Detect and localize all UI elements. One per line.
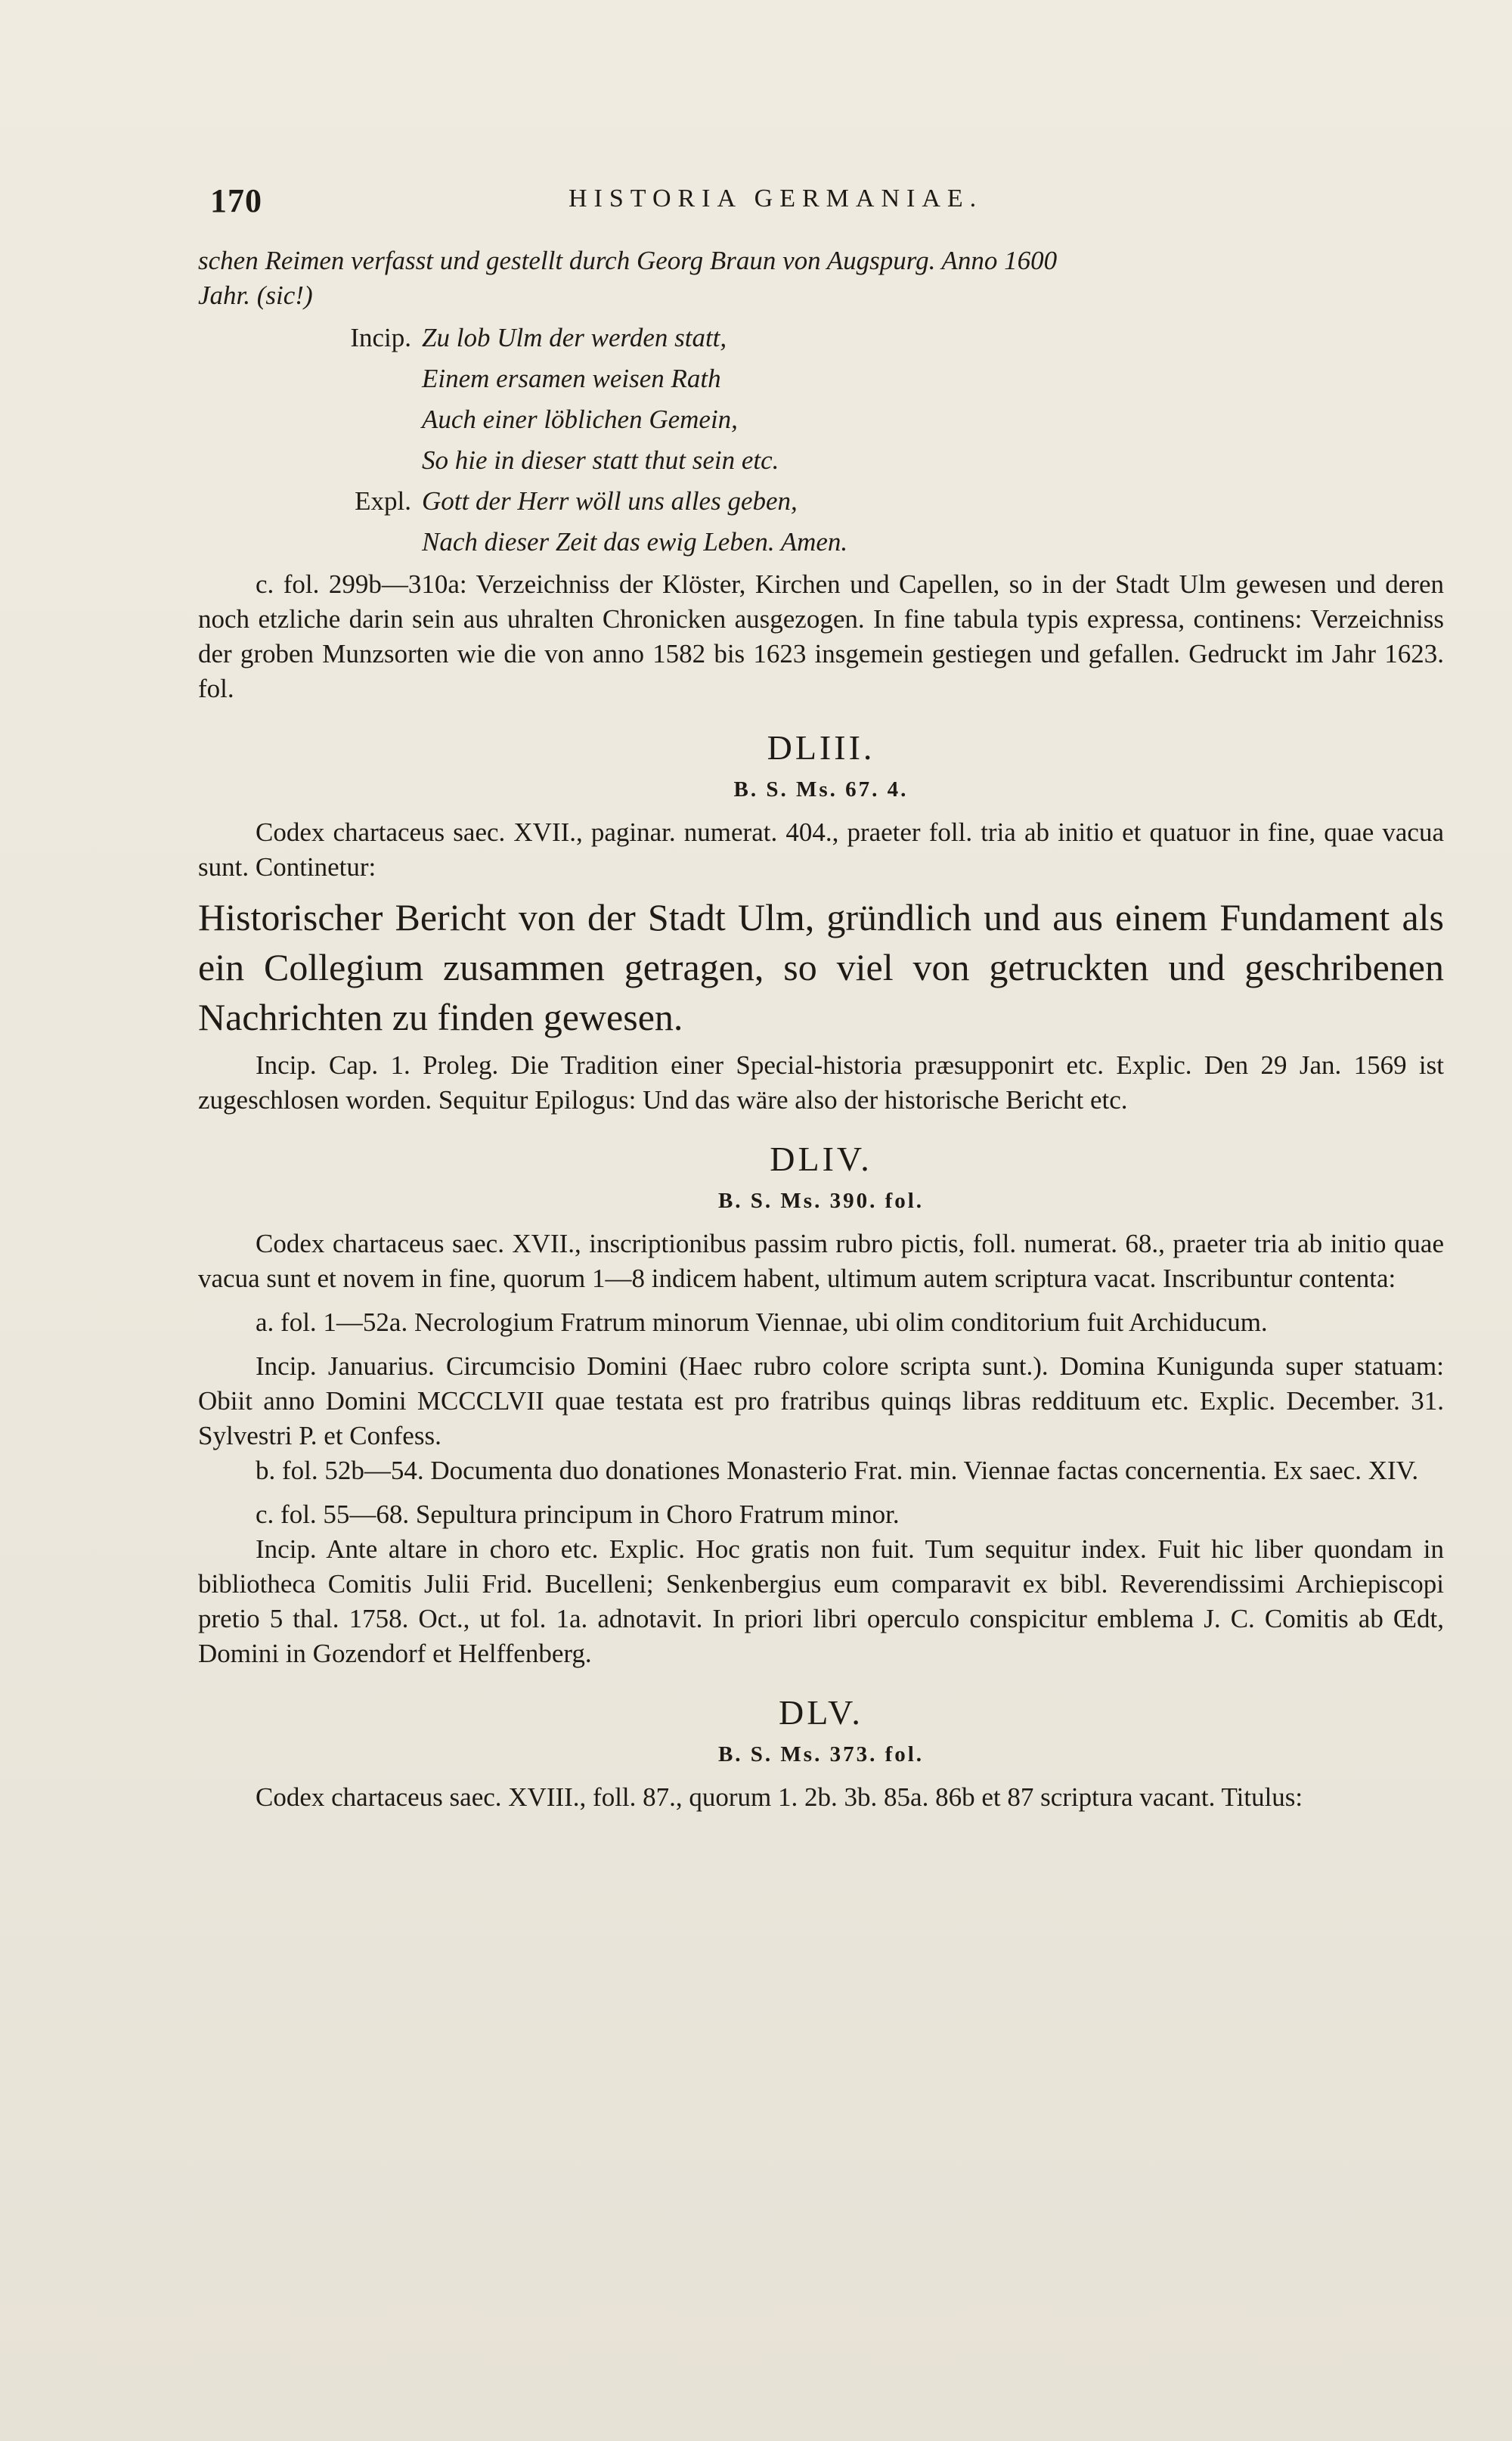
verse-line: So hie in dieser statt thut sein etc.: [422, 445, 779, 475]
section-shelfmark-dlv: B. S. Ms. 373. fol.: [717, 1742, 925, 1766]
paragraph-codex-dlv: Codex chartaceus saec. XVIII., foll. 87., quorum 1. 2b. 3b. 85a. 86b et 87 scriptura vacant. Titulus:: [256, 1782, 1303, 1812]
continuation-line-1: schen Reimen verfasst und gestellt durch Georg Braun von Augspurg. Anno 1600: [198, 246, 1058, 275]
paragraph-incipit2-dliv: Incip. Ante altare in choro etc. Explic. Hoc gratis non fuit. Tum sequitur index. Fuit hic liber quondam in bibliotheca Comitis Julii Frid. Bucelleni; Senkenbergius eum comparavit ex bibl. Reverendissimi Archiepiscopi pretio 5 thal. 1758. Oct., ut fol. 1a. adnotavit. In priori libri operculo conspicitur emblema J. C. Comitis ab Œdt, Domini in Gozendorf et Helffenberg.: [198, 1534, 1444, 1668]
paragraph-incipit-dliv: Incip. Januarius. Circumcisio Domini (Haec rubro colore scripta sunt.). Domina Kunigunda super statuam: Obiit anno Domini MCCCLVII quae testata est pro fratribus quinqs libras reddituum etc. Explic. December. 31. Sylvestri P. et Confess.: [198, 1351, 1444, 1450]
page-header: [198, 181, 1444, 227]
paragraph-a-dliv: a. fol. 1—52a. Necrologium Fratrum minorum Viennae, ubi olim conditorium fuit Archiducum.: [256, 1307, 1268, 1337]
section-heading-dlv: DLV.: [779, 1693, 863, 1732]
page-number: 170: [210, 182, 262, 219]
paragraph-codex-dliii: Codex chartaceus saec. XVII., paginar. numerat. 404., praeter foll. tria ab initio et quatuor in fine, quae vacua sunt. Continetur:: [198, 817, 1444, 882]
paragraph-codex-dliv: Codex chartaceus saec. XVII., inscriptionibus passim rubro pictis, foll. numerat. 68., praeter tria ab initio quae vacua sunt et novem in fine, quorum 1—8 indicem habent, ultimum autem scriptura vacat. Inscribuntur contenta:: [198, 1229, 1444, 1293]
paragraph-c-dliv: c. fol. 55—68. Sepultura principum in Choro Fratrum minor.: [256, 1500, 900, 1529]
work-title-dliii: Historischer Bericht von der Stadt Ulm, gründlich und aus einem Fundament als ein Collegium zusammen getragen, so viel von getruckten und geschribenen Nachrichten zu finden gewesen.: [198, 896, 1444, 1038]
paragraph-incipit-dliii: Incip. Cap. 1. Proleg. Die Tradition einer Special-historia præsupponirt etc. Explic. Den 29 Jan. 1569 ist zugeschlosen worden. Sequitur Epilogus: Und das wäre also der historische Bericht etc.: [198, 1050, 1444, 1115]
section-heading-dliii: DLIII.: [767, 728, 875, 767]
verse-line: Expl. Gott der Herr wöll uns alles geben,: [355, 486, 798, 516]
section-shelfmark-dliii: B. S. Ms. 67. 4.: [733, 777, 909, 802]
verse-block: [198, 318, 1444, 563]
verse-line: Auch einer löblichen Gemein,: [422, 405, 738, 434]
continuation-line-2: Jahr. (sic!): [198, 281, 313, 310]
running-title: HISTORIA GERMANIAE.: [569, 185, 984, 212]
paragraph-c-ulm: c. fol. 299b—310a: Verzeichniss der Klöster, Kirchen und Capellen, so in der Stadt Ulm gewesen und deren noch etzliche darin sein aus uhralten Chronicken ausgezogen. In fine tabula typis expressa, continens: Verzeichniss der groben Munzsorten wie die von anno 1582 bis 1623 insgemein gestiegen und gefallen. Gedruckt im Jahr 1623. fol.: [198, 569, 1444, 703]
section-shelfmark-dliv: B. S. Ms. 390. fol.: [717, 1189, 925, 1213]
verse-line: Incip. Zu lob Ulm der werden statt,: [350, 323, 727, 352]
verse-line: Einem ersamen weisen Rath: [422, 364, 721, 393]
section-heading-dliv: DLIV.: [770, 1140, 872, 1178]
paragraph-b-dliv: b. fol. 52b—54. Documenta duo donationes Monasterio Frat. min. Viennae factas concernentia. Ex saec. XIV.: [256, 1456, 1419, 1485]
verse-line: Nach dieser Zeit das ewig Leben. Amen.: [422, 527, 848, 557]
